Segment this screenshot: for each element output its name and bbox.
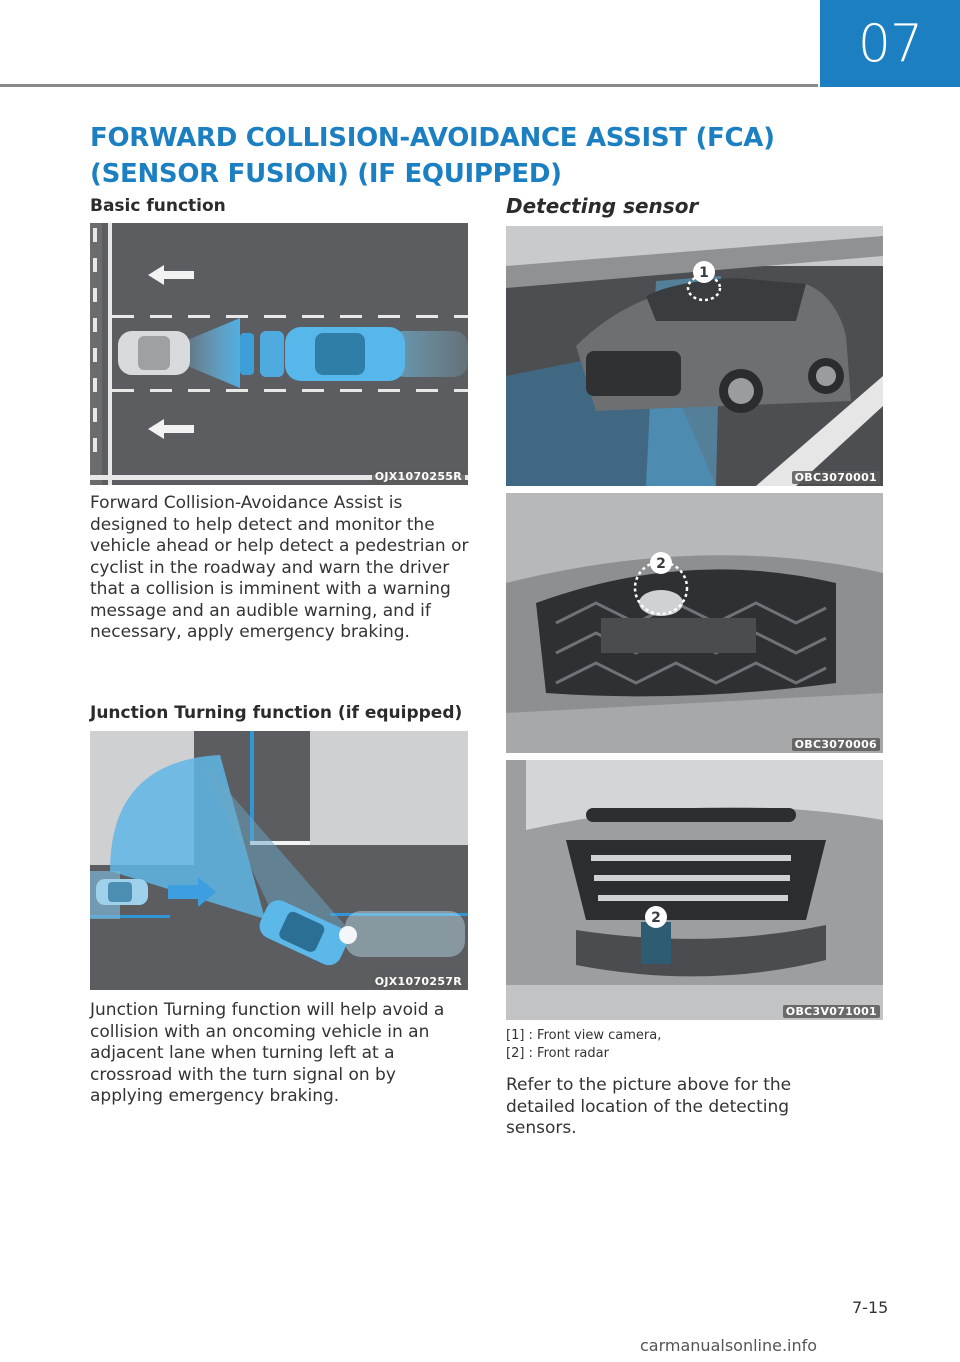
marker-2: 2 xyxy=(651,910,661,926)
junction-turning-heading: Junction Turning function (if equipped) xyxy=(90,703,463,723)
figure-code: OBC3070006 xyxy=(792,738,880,751)
section-title: FORWARD COLLISION-AVOIDANCE ASSIST (FCA) (SENSOR FUSION) (IF EQUIPPED) xyxy=(90,123,775,189)
basic-function-figure xyxy=(90,223,468,485)
marker-2: 2 xyxy=(656,556,666,572)
figure-code: OBC3V071001 xyxy=(783,1005,880,1018)
chapter-tab: 07 xyxy=(820,0,960,87)
car-side-illustration xyxy=(506,226,883,486)
header-rule xyxy=(0,84,818,87)
detecting-sensor-heading: Detecting sensor xyxy=(506,194,699,218)
legend-camera: [1] : Front view camera, xyxy=(506,1028,662,1043)
suv-front-illustration xyxy=(506,760,883,1020)
crossroad-illustration xyxy=(90,731,468,990)
marker-1: 1 xyxy=(699,265,709,281)
legend-radar: [2] : Front radar xyxy=(506,1046,609,1061)
car-front-illustration xyxy=(506,493,883,753)
sensor-figure-radar-grille xyxy=(506,493,883,753)
watermark: carmanualsonline.info xyxy=(640,1336,818,1355)
figure-code: OBC3070001 xyxy=(792,471,880,484)
junction-turning-text: Junction Turning function will help avoid a collision with an oncoming vehicle in an adjacent lane when turning left at a crossroad with the turn signal on by applying emergency braking. xyxy=(90,1000,445,1106)
sensor-figure-camera xyxy=(506,226,883,486)
junction-turning-figure xyxy=(90,731,468,990)
sensor-figure-radar-bumper xyxy=(506,760,883,1020)
figure-code: OJX1070257R xyxy=(372,975,465,988)
basic-function-heading: Basic function xyxy=(90,196,226,216)
road-illustration xyxy=(90,223,468,485)
figure-code: OJX1070255R xyxy=(372,470,465,483)
basic-function-text: Forward Collision-Avoidance Assist is designed to help detect and monitor the vehicle ahead or help detect a pedestrian or cyclist in the roadway and warn the driver that a collision is imminent with a warning message and an audible warning, and if necessary, apply emergency braking. xyxy=(90,493,469,642)
detecting-sensor-text: Refer to the picture above for the detailed location of the detecting sensors. xyxy=(506,1075,792,1138)
page-number: 7-15 xyxy=(852,1298,889,1317)
